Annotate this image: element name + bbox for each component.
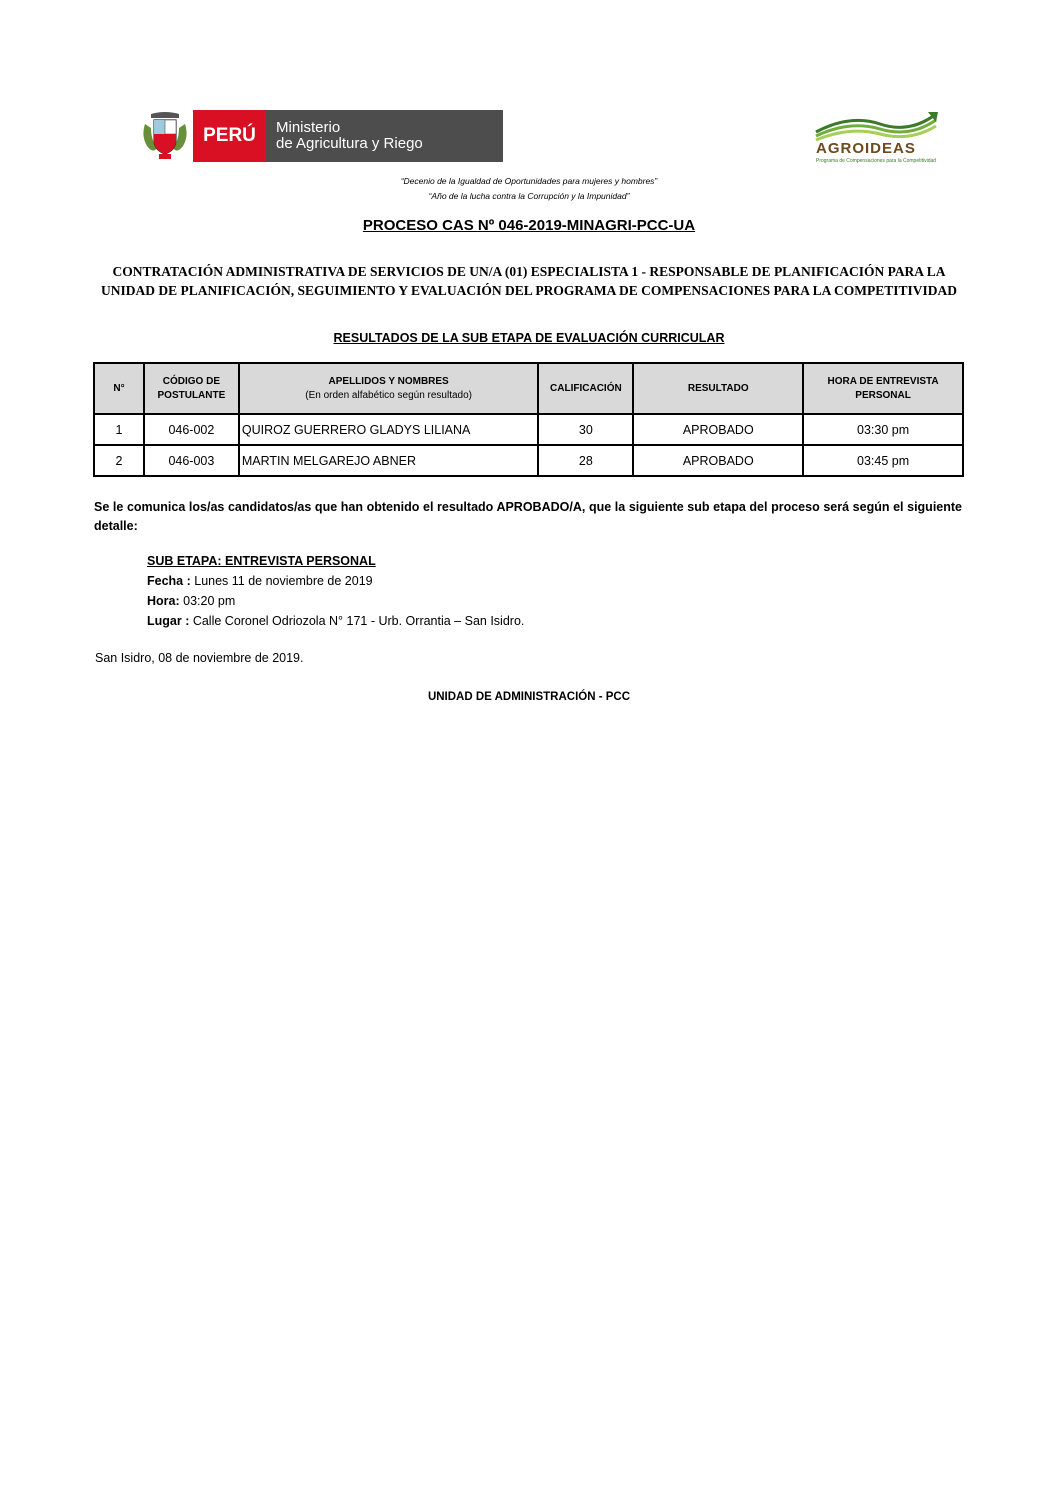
ministry-name (266, 110, 503, 162)
agroideas-logo (810, 108, 942, 164)
row-score: 28 (538, 445, 633, 476)
header-time (803, 363, 963, 414)
sub-etapa-heading: SUB ETAPA: ENTREVISTA PERSONAL (147, 554, 376, 568)
page-title: PROCESO CAS Nº 046-2019-MINAGRI-PCC-UA (362, 217, 696, 234)
hora-label: Hora: (147, 594, 180, 608)
agroideas-tagline: Programa de Compensaciones para la Competitividad (816, 158, 937, 164)
ministry-name-line1: Ministerio (276, 119, 341, 136)
header-name (239, 363, 539, 414)
page-subtitle (94, 262, 964, 300)
decenio-line-1: “Decenio de la Igualdad de Oportunidades para mujeres y hombres” (400, 176, 658, 186)
ministry-logo (137, 110, 503, 162)
header-name-line2: (En orden alfabético según resultado) (305, 389, 473, 401)
header-code (144, 363, 239, 414)
results-table (93, 362, 964, 477)
header-time-line1: HORA DE ENTREVISTA (827, 375, 939, 387)
row-num: 2 (94, 445, 144, 476)
agroideas-name: AGROIDEAS (816, 140, 916, 157)
header-result: RESULTADO (633, 363, 803, 414)
decenio-line-2: “Año de la lucha contra la Corrupción y la Impunidad” (428, 191, 630, 201)
header-code-line2: POSTULANTE (157, 389, 226, 401)
row-score: 30 (538, 414, 633, 445)
row-code: 046-003 (144, 445, 239, 476)
row-name: MARTIN MELGAREJO ABNER (239, 445, 539, 476)
place-date: San Isidro, 08 de noviembre de 2019. (95, 651, 304, 665)
signing-unit: UNIDAD DE ADMINISTRACIÓN - PCC (427, 691, 631, 703)
agroideas-waves-icon (810, 108, 942, 142)
lugar-label: Lugar : (147, 614, 190, 628)
row-code: 046-002 (144, 414, 239, 445)
fecha-line (147, 574, 373, 588)
row-name: QUIROZ GUERRERO GLADYS LILIANA (239, 414, 539, 445)
subtitle-line-2: UNIDAD DE PLANIFICACIÓN, SEGUIMIENTO Y EVALUACIÓN DEL PROGRAMA DE COMPENSACIONES PARA LA COMPETITIVIDAD (101, 283, 957, 298)
section-title: RESULTADOS DE LA SUB ETAPA DE EVALUACIÓN CURRICULAR (333, 331, 725, 345)
header-name-line1: APELLIDOS Y NOMBRES (328, 375, 449, 387)
table-row (94, 414, 963, 445)
peru-label: PERÚ (193, 110, 266, 162)
row-time: 03:30 pm (803, 414, 963, 445)
subtitle-line-1: CONTRATACIÓN ADMINISTRATIVA DE SERVICIOS DE UN/A (01) ESPECIALISTA 1 - RESPONSABLE DE PLANIFICACIÓN PARA LA (112, 264, 946, 279)
notice-paragraph: Se le comunica los/as candidatos/as que han obtenido el resultado APROBADO/A, que la siguiente sub etapa del proceso será según el siguiente detalle: (94, 500, 962, 533)
row-time: 03:45 pm (803, 445, 963, 476)
lugar-line (147, 614, 524, 628)
lugar-value: Calle Coronel Odriozola N° 171 - Urb. Orrantia – San Isidro. (189, 614, 525, 628)
header-code-line1: CÓDIGO DE (162, 375, 220, 387)
row-result: APROBADO (633, 414, 803, 445)
table-header-row (94, 363, 963, 414)
table-row (94, 445, 963, 476)
header-score: CALIFICACIÓN (538, 363, 633, 414)
fecha-label: Fecha : (147, 574, 191, 588)
header-num: N° (94, 363, 144, 414)
row-result: APROBADO (633, 445, 803, 476)
coat-of-arms-icon (137, 110, 193, 162)
hora-line (147, 594, 235, 608)
header-time-line2: PERSONAL (855, 389, 911, 401)
hora-value: 03:20 pm (179, 594, 236, 608)
row-num: 1 (94, 414, 144, 445)
fecha-value: Lunes 11 de noviembre de 2019 (190, 574, 373, 588)
ministry-name-line2: de Agricultura y Riego (276, 135, 423, 152)
